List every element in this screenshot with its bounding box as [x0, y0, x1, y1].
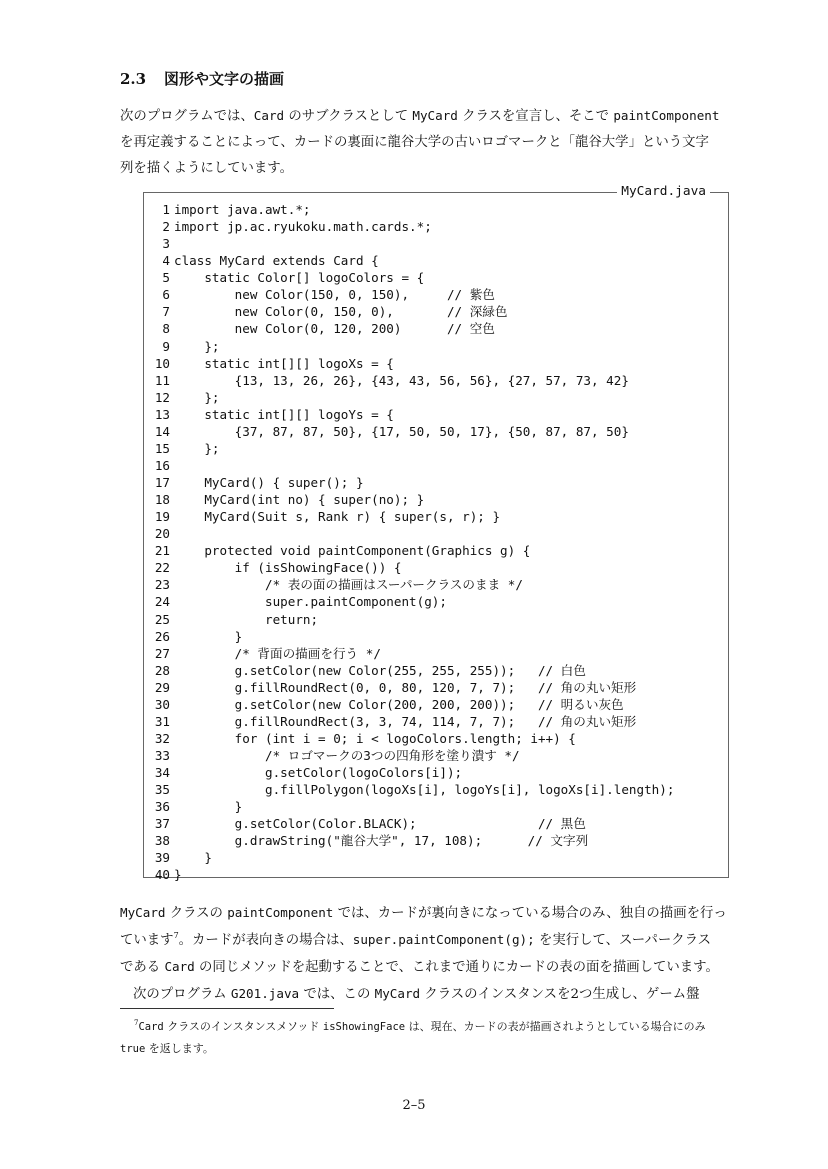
line-number: 40	[154, 867, 170, 883]
line-number: 11	[154, 372, 170, 388]
line-number: 32	[154, 730, 170, 746]
body-text: を実行して、スーパークラス	[538, 933, 712, 948]
code-text: };	[174, 338, 220, 354]
code-line	[144, 576, 728, 593]
intro-line-1	[120, 103, 752, 130]
line-number: 37	[154, 816, 170, 832]
body-text: ています	[120, 933, 174, 948]
code-text: import java.awt.*;	[174, 202, 311, 217]
line-number: 19	[154, 509, 170, 525]
line-number: 23	[154, 577, 170, 593]
line-number: 22	[154, 560, 170, 576]
code-line	[144, 730, 728, 747]
code-text: protected void paintComponent(Graphics g) {	[174, 543, 531, 559]
line-number: 21	[154, 543, 170, 559]
line-number: 6	[162, 287, 170, 303]
intro-text: のサブクラスとして	[288, 109, 409, 124]
code-line	[144, 440, 728, 457]
code-line	[144, 611, 728, 628]
code-text: g.fillPolygon(logoXs[i], logoYs[i], logoXs[i].length);	[174, 782, 675, 798]
code-text: new Color(0, 120, 200) // 空色	[174, 321, 495, 337]
code-line	[144, 679, 728, 696]
code-text: }	[174, 867, 182, 883]
code-text: {13, 13, 26, 26}, {43, 43, 56, 56}, {27, 57, 73, 42}	[174, 372, 629, 388]
code-term-mycard: MyCard	[120, 905, 166, 920]
line-number: 3	[162, 236, 170, 252]
code-text: {37, 87, 87, 50}, {17, 50, 50, 17}, {50, 87, 87, 50}	[174, 423, 629, 439]
section-title: 図形や文字の描画	[164, 70, 285, 88]
code-text: /* ロゴマークの3つの四角形を塗り潰す */	[174, 748, 520, 763]
code-text: static int[][] logoYs = {	[174, 406, 394, 422]
code-line	[144, 303, 728, 320]
code-line	[144, 218, 728, 235]
line-number: 33	[154, 748, 170, 763]
code-line	[144, 474, 728, 491]
line-number: 1	[162, 202, 170, 217]
code-text: /* 表の面の描画はスーパークラスのまま */	[174, 577, 523, 593]
code-line	[144, 747, 728, 764]
body-text: クラスのインスタンスを2つ生成し、ゲーム盤	[424, 987, 700, 1002]
code-text: g.fillRoundRect(3, 3, 74, 114, 7, 7); // 角の丸い矩形	[174, 713, 637, 729]
code-line	[144, 866, 728, 883]
code-text: g.fillRoundRect(0, 0, 80, 120, 7, 7); // 角の丸い矩形	[174, 679, 637, 695]
code-line	[144, 338, 728, 355]
code-line	[144, 781, 728, 798]
code-line	[144, 713, 728, 730]
intro-text: クラスを宣言し、そこで	[462, 109, 610, 124]
code-line	[144, 457, 728, 474]
footnote-line-1	[120, 1016, 760, 1038]
code-filename-caption: MyCard.java	[617, 184, 710, 200]
footnote-marker: 7	[173, 931, 179, 940]
code-line	[144, 252, 728, 269]
code-line	[144, 389, 728, 406]
line-number: 20	[154, 526, 170, 542]
code-line	[144, 849, 728, 866]
code-text: }	[174, 799, 243, 815]
code-term-true: true	[120, 1043, 146, 1055]
explanation-line-2	[120, 927, 752, 954]
code-text: };	[174, 389, 220, 405]
code-listing	[144, 201, 728, 884]
line-number: 25	[154, 611, 170, 627]
footnote-text: クラスのインスタンスメソッド	[167, 1020, 320, 1033]
code-listing-box	[143, 184, 729, 883]
code-line	[144, 269, 728, 286]
code-line	[144, 645, 728, 662]
footnote-text: を返します。	[148, 1042, 214, 1055]
code-line	[144, 406, 728, 423]
code-text: /* 背面の描画を行う */	[174, 645, 381, 661]
code-line	[144, 542, 728, 559]
line-number: 8	[162, 321, 170, 337]
code-text: };	[174, 440, 220, 456]
code-line	[144, 201, 728, 218]
code-text: g.setColor(new Color(255, 255, 255)); // 白色	[174, 662, 586, 678]
section-number: 2.3	[120, 70, 147, 88]
code-text: import jp.ac.ryukoku.math.cards.*;	[174, 219, 432, 235]
code-text: }	[174, 850, 212, 866]
line-number: 34	[154, 765, 170, 781]
code-term-mycard: MyCard	[374, 986, 421, 1001]
page-number: 2–5	[402, 1098, 426, 1113]
code-term-isshowingface: isShowingFace	[322, 1021, 406, 1033]
line-number: 36	[154, 799, 170, 815]
code-line	[144, 525, 728, 542]
code-term-paintcomponent: paintComponent	[613, 108, 720, 123]
code-line	[144, 593, 728, 610]
line-number: 17	[154, 475, 170, 490]
explanation-paragraph	[120, 900, 752, 1008]
body-text: である	[120, 960, 161, 975]
body-text: では、この	[303, 987, 371, 1002]
code-text: super.paintComponent(g);	[174, 594, 447, 610]
line-number: 31	[154, 713, 170, 729]
line-number: 13	[154, 406, 170, 422]
code-line	[144, 286, 728, 303]
line-number: 12	[154, 389, 170, 405]
line-number: 2	[162, 219, 170, 235]
line-number: 16	[154, 457, 170, 473]
intro-paragraph	[120, 103, 752, 182]
code-text: g.setColor(logoColors[i]);	[174, 765, 463, 781]
body-text: 。カードが表向きの場合は、	[178, 933, 353, 948]
body-text: 次のプログラム	[133, 987, 227, 1002]
code-text: g.setColor(Color.BLACK); // 黒色	[174, 816, 586, 832]
line-number: 10	[154, 355, 170, 371]
intro-line-2: を再定義することによって、カードの裏面に龍谷大学の古いロゴマークと「龍谷大学」という文字	[120, 135, 709, 150]
code-line	[144, 815, 728, 832]
line-number: 24	[154, 594, 170, 610]
line-number: 35	[154, 782, 170, 798]
explanation-line-4	[120, 981, 752, 1008]
line-number: 27	[154, 645, 170, 661]
intro-line-3: 列を描くようにしています。	[120, 161, 294, 176]
line-number: 26	[154, 628, 170, 644]
code-text: g.drawString("龍谷大学", 17, 108); // 文字列	[174, 833, 589, 849]
code-line	[144, 235, 728, 252]
code-line	[144, 423, 728, 440]
code-line	[144, 832, 728, 849]
code-term-g201: G201.java	[230, 986, 300, 1001]
code-line	[144, 491, 728, 508]
code-text: class MyCard extends Card {	[174, 253, 379, 269]
code-line	[144, 696, 728, 713]
body-text: の同じメソッドを起動することで、これまで通りにカードの表の面を描画しています。	[199, 960, 719, 975]
explanation-line-3	[120, 954, 752, 981]
line-number: 28	[154, 662, 170, 678]
code-term-card: Card	[138, 1021, 164, 1033]
code-text: MyCard() { super(); }	[174, 475, 364, 490]
line-number: 15	[154, 440, 170, 456]
code-term-card: Card	[253, 108, 285, 123]
body-text: では、カードが裏向きになっている場合のみ、独自の描画を行っ	[337, 906, 727, 921]
code-line	[144, 559, 728, 576]
intro-text: 次のプログラムでは、	[120, 109, 254, 124]
code-term-paintcomponent: paintComponent	[227, 905, 334, 920]
line-number: 4	[162, 253, 170, 269]
code-text: MyCard(int no) { super(no); }	[174, 492, 425, 508]
footnote	[120, 1016, 760, 1060]
line-number: 5	[162, 270, 170, 286]
explanation-line-1	[120, 900, 752, 927]
code-text: g.setColor(new Color(200, 200, 200)); // 明るい灰色	[174, 696, 624, 712]
code-text: return;	[174, 611, 319, 627]
code-text: static int[][] logoXs = {	[174, 355, 394, 371]
code-term-card: Card	[164, 959, 195, 974]
code-line	[144, 662, 728, 679]
code-text: }	[174, 628, 243, 644]
code-line	[144, 764, 728, 781]
footnote-mark: 7	[134, 1019, 139, 1027]
code-line	[144, 320, 728, 337]
code-line	[144, 372, 728, 389]
line-number: 9	[162, 338, 170, 354]
footnote-text: は、現在、カードの表が描画されようとしている場合にのみ	[408, 1020, 706, 1033]
body-text: クラスの	[169, 906, 223, 921]
line-number: 30	[154, 696, 170, 712]
footnote-line-2	[120, 1038, 760, 1060]
code-line	[144, 798, 728, 815]
code-text: for (int i = 0; i < logoColors.length; i++) {	[174, 730, 576, 746]
line-number: 39	[154, 850, 170, 866]
code-line	[144, 355, 728, 372]
code-text: static Color[] logoColors = {	[174, 270, 425, 286]
code-text: if (isShowingFace()) {	[174, 560, 402, 576]
line-number: 18	[154, 492, 170, 508]
code-text: new Color(150, 0, 150), // 紫色	[174, 287, 495, 303]
line-number: 14	[154, 423, 170, 439]
code-text: MyCard(Suit s, Rank r) { super(s, r); }	[174, 509, 501, 525]
code-line	[144, 508, 728, 525]
code-term-mycard: MyCard	[412, 108, 458, 123]
section-heading	[120, 68, 284, 89]
code-text: new Color(0, 150, 0), // 深緑色	[174, 304, 508, 320]
footnote-rule	[120, 1008, 334, 1009]
line-number: 7	[162, 304, 170, 320]
code-term-super-paint: super.paintComponent(g);	[352, 932, 535, 947]
code-line	[144, 628, 728, 645]
line-number: 38	[154, 833, 170, 849]
line-number: 29	[154, 679, 170, 695]
